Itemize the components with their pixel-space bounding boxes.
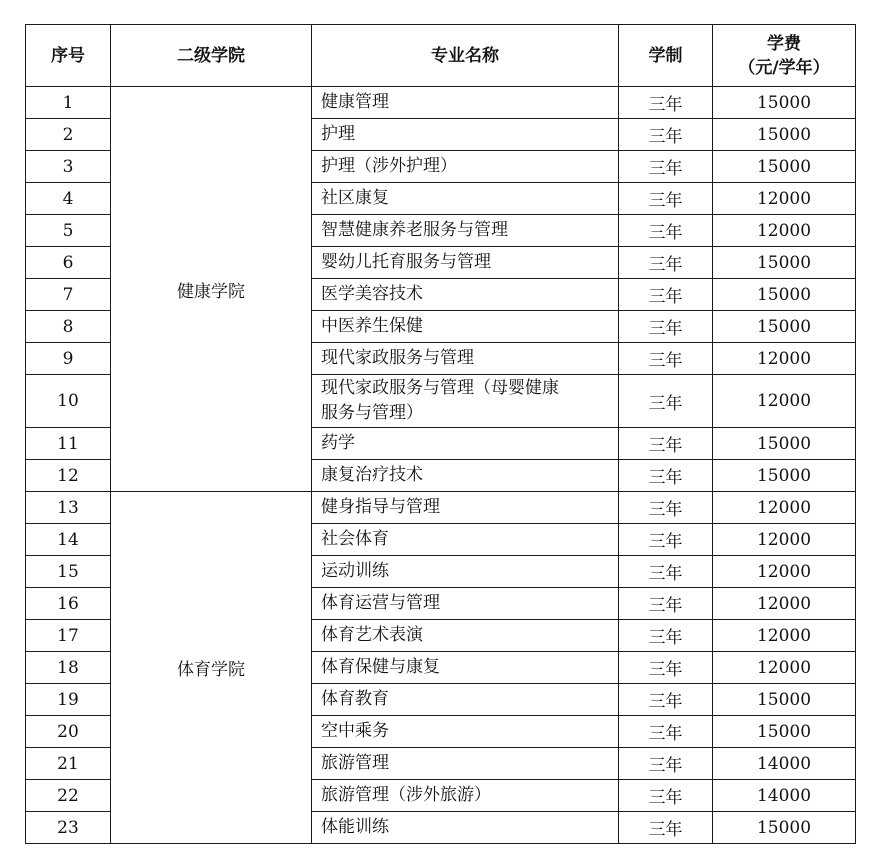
row-major: 社会体育: [312, 524, 619, 556]
row-duration: 三年: [619, 524, 713, 556]
row-major: 体育保健与康复: [312, 652, 619, 684]
row-index: 18: [26, 652, 111, 684]
row-major: 旅游管理（涉外旅游）: [312, 780, 619, 812]
row-index: 17: [26, 620, 111, 652]
row-major: 护理: [312, 119, 619, 151]
row-index: 1: [26, 87, 111, 119]
row-duration: 三年: [619, 492, 713, 524]
row-index: 6: [26, 247, 111, 279]
row-fee: 12000: [713, 652, 856, 684]
table-row: [26, 87, 856, 119]
row-index: 21: [26, 748, 111, 780]
row-index: 23: [26, 812, 111, 844]
row-duration: 三年: [619, 119, 713, 151]
row-index: 4: [26, 183, 111, 215]
row-fee: 14000: [713, 748, 856, 780]
row-major: 体育艺术表演: [312, 620, 619, 652]
row-fee: 15000: [713, 716, 856, 748]
row-duration: 三年: [619, 311, 713, 343]
tuition-table: [25, 24, 856, 844]
row-duration: 三年: [619, 247, 713, 279]
row-major: 空中乘务: [312, 716, 619, 748]
row-duration: 三年: [619, 748, 713, 780]
row-duration: 三年: [619, 780, 713, 812]
row-major: [312, 375, 619, 428]
row-duration: 三年: [619, 460, 713, 492]
row-index: 20: [26, 716, 111, 748]
row-fee: 12000: [713, 183, 856, 215]
row-index: 7: [26, 279, 111, 311]
row-index: 9: [26, 343, 111, 375]
row-major: 婴幼儿托育服务与管理: [312, 247, 619, 279]
row-index: 16: [26, 588, 111, 620]
row-major: 药学: [312, 428, 619, 460]
row-major: 旅游管理: [312, 748, 619, 780]
row-index: 5: [26, 215, 111, 247]
row-index: 13: [26, 492, 111, 524]
row-index: 15: [26, 556, 111, 588]
row-index: 8: [26, 311, 111, 343]
row-fee: 15000: [713, 247, 856, 279]
row-major-line1: 现代家政服务与管理（母婴健康: [321, 378, 559, 398]
row-index: 14: [26, 524, 111, 556]
row-fee: 12000: [713, 215, 856, 247]
row-duration: 三年: [619, 343, 713, 375]
header-college: 二级学院: [111, 25, 312, 87]
row-duration: 三年: [619, 279, 713, 311]
college-health: 健康学院: [111, 87, 312, 492]
row-duration: 三年: [619, 215, 713, 247]
row-major-line2: 服务与管理）: [321, 403, 423, 423]
row-duration: 三年: [619, 652, 713, 684]
row-major: 医学美容技术: [312, 279, 619, 311]
row-duration: 三年: [619, 620, 713, 652]
row-index: 12: [26, 460, 111, 492]
row-fee: 15000: [713, 684, 856, 716]
row-major: 现代家政服务与管理: [312, 343, 619, 375]
row-duration: 三年: [619, 87, 713, 119]
row-major: 体能训练: [312, 812, 619, 844]
header-row: [26, 25, 856, 87]
row-duration: 三年: [619, 375, 713, 428]
row-duration: 三年: [619, 183, 713, 215]
row-duration: 三年: [619, 556, 713, 588]
row-index: 11: [26, 428, 111, 460]
row-index: 22: [26, 780, 111, 812]
row-major: 中医养生保健: [312, 311, 619, 343]
row-fee: 14000: [713, 780, 856, 812]
row-major: 体育教育: [312, 684, 619, 716]
header-fee-line1: 学费: [767, 33, 801, 54]
row-duration: 三年: [619, 684, 713, 716]
row-fee: 15000: [713, 151, 856, 183]
row-duration: 三年: [619, 812, 713, 844]
row-major: 体育运营与管理: [312, 588, 619, 620]
header-major: 专业名称: [312, 25, 619, 87]
row-duration: 三年: [619, 428, 713, 460]
row-fee: 12000: [713, 524, 856, 556]
row-fee: 12000: [713, 620, 856, 652]
row-major: 康复治疗技术: [312, 460, 619, 492]
row-fee: 15000: [713, 428, 856, 460]
row-duration: 三年: [619, 716, 713, 748]
header-fee: [713, 25, 856, 87]
row-index: 19: [26, 684, 111, 716]
row-duration: 三年: [619, 151, 713, 183]
row-major: 运动训练: [312, 556, 619, 588]
row-major: 护理（涉外护理）: [312, 151, 619, 183]
row-index: 3: [26, 151, 111, 183]
row-major: 健身指导与管理: [312, 492, 619, 524]
row-fee: 15000: [713, 119, 856, 151]
row-fee: 15000: [713, 812, 856, 844]
row-fee: 12000: [713, 375, 856, 428]
row-fee: 15000: [713, 311, 856, 343]
header-index: 序号: [26, 25, 111, 87]
table-body: [26, 87, 856, 844]
row-fee: 15000: [713, 460, 856, 492]
table-row: [26, 492, 856, 524]
row-duration: 三年: [619, 588, 713, 620]
table-header: [26, 25, 856, 87]
row-fee: 12000: [713, 588, 856, 620]
row-major: 健康管理: [312, 87, 619, 119]
header-duration: 学制: [619, 25, 713, 87]
row-fee: 15000: [713, 87, 856, 119]
row-fee: 12000: [713, 343, 856, 375]
row-index: 10: [26, 375, 111, 428]
row-index: 2: [26, 119, 111, 151]
college-sports: 体育学院: [111, 492, 312, 844]
header-fee-line2: （元/学年）: [738, 57, 830, 78]
row-fee: 15000: [713, 279, 856, 311]
row-major: 社区康复: [312, 183, 619, 215]
row-fee: 12000: [713, 556, 856, 588]
row-fee: 12000: [713, 492, 856, 524]
row-major: 智慧健康养老服务与管理: [312, 215, 619, 247]
